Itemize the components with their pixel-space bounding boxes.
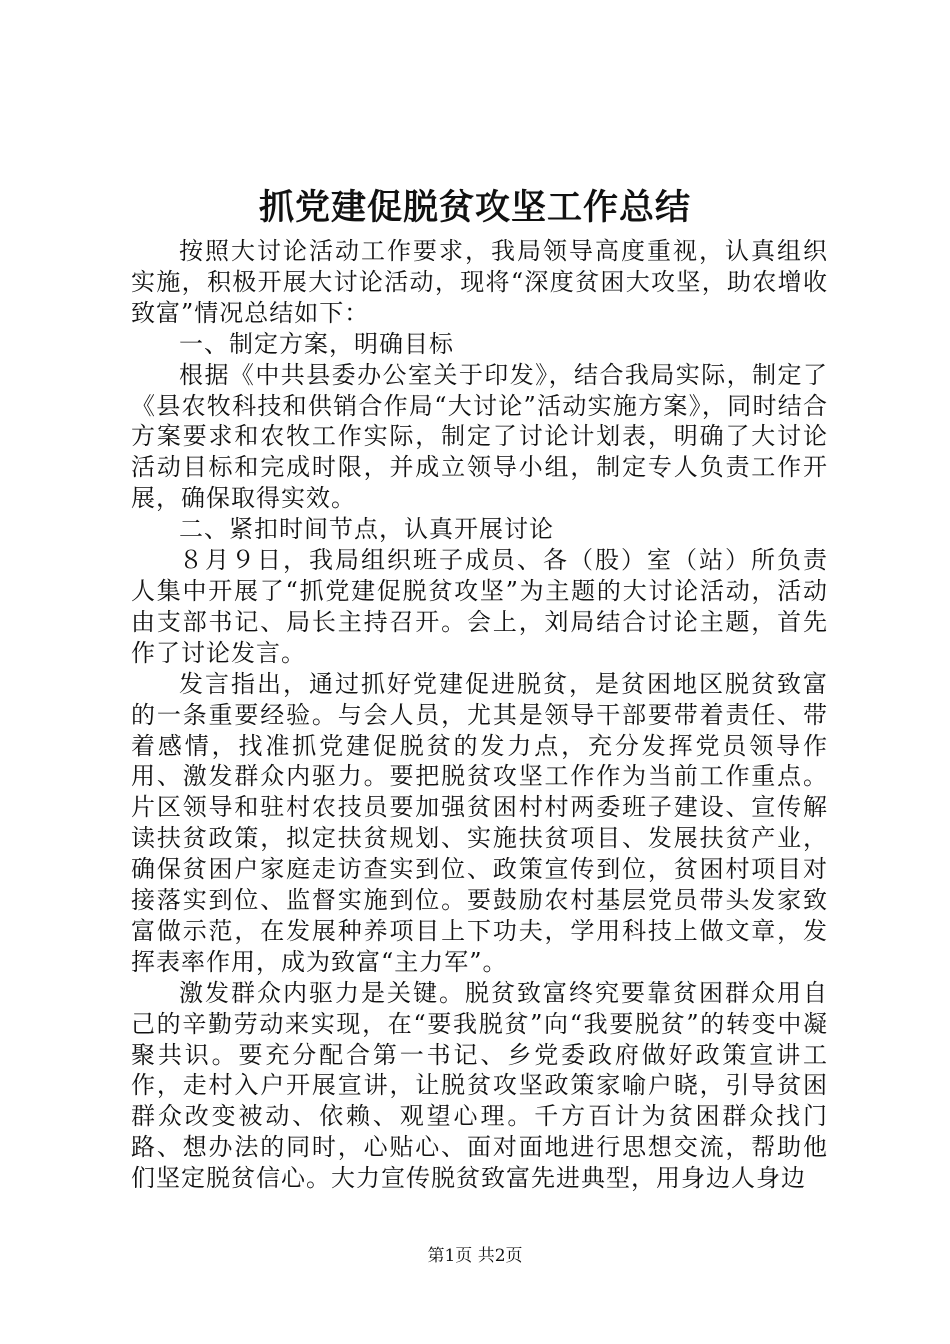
document-title: 抓党建促脱贫攻坚工作总结: [258, 187, 691, 228]
paragraph-plan: 根据《中共县委办公室关于印发》，结合我局实际，制定了《县农牧科技和供销合作局“大讨论”活动实施方案》，同时结合方案要求和农牧工作实际，制定了讨论计划表，明确了大讨论活动目标和完成时限，并成立领导小组，制定专人负责工作开展，确保取得实效。: [131, 360, 828, 513]
page-footer: 第1页 共2页: [427, 1246, 523, 1266]
paragraph-intro: 按照大讨论活动工作要求，我局领导高度重视，认真组织实施，积极开展大讨论活动，现将“深度贫困大攻坚，助农增收致富”情况总结如下：: [131, 237, 828, 327]
document-body: [131, 236, 828, 1194]
section-heading-2: 二、紧扣时间节点，认真开展讨论: [179, 515, 554, 544]
paragraph-meeting: ８月９日，我局组织班子成员、各（股）室（站）所负责人集中开展了“抓党建促脱贫攻坚”为主题的大讨论活动，活动由支部书记、局长主持召开。会上，刘局结合讨论主题，首先作了讨论发言。: [131, 546, 828, 667]
paragraph-motivation: 激发群众内驱力是关键。脱贫致富终究要靠贫困群众用自己的辛勤劳动来实现，在“要我脱贫”向“我要脱贫”的转变中凝聚共识。要充分配合第一书记、乡党委政府做好政策宣讲工作，走村入户开展宣讲，让脱贫攻坚政策家喻户晓，引导贫困群众改变被动、依赖、观望心理。千方百计为贫困群众找门路、想办法的同时，心贴心、面对面地进行思想交流，帮助他们坚定脱贫信心。大力宣传脱贫致富先进典型，用身边人身边: [131, 978, 828, 1193]
section-heading-1: 一、制定方案，明确目标: [179, 329, 454, 358]
paragraph-speech: 发言指出，通过抓好党建促进脱贫，是贫困地区脱贫致富的一条重要经验。与会人员，尤其是领导干部要带着责任、带着感情，找准抓党建促脱贫的发力点，充分发挥党员领导作用、激发群众内驱力。要把脱贫攻坚工作作为当前工作重点。片区领导和驻村农技员要加强贫困村村两委班子建设、宣传解读扶贫政策，拟定扶贫规划、实施扶贫项目、发展扶贫产业，确保贫困户家庭走访查实到位、政策宣传到位，贫困村项目对接落实到位、监督实施到位。要鼓励农村基层党员带头发家致富做示范，在发展种养项目上下功夫，学用科技上做文章，发挥表率作用，成为致富“主力军”。: [131, 669, 828, 976]
